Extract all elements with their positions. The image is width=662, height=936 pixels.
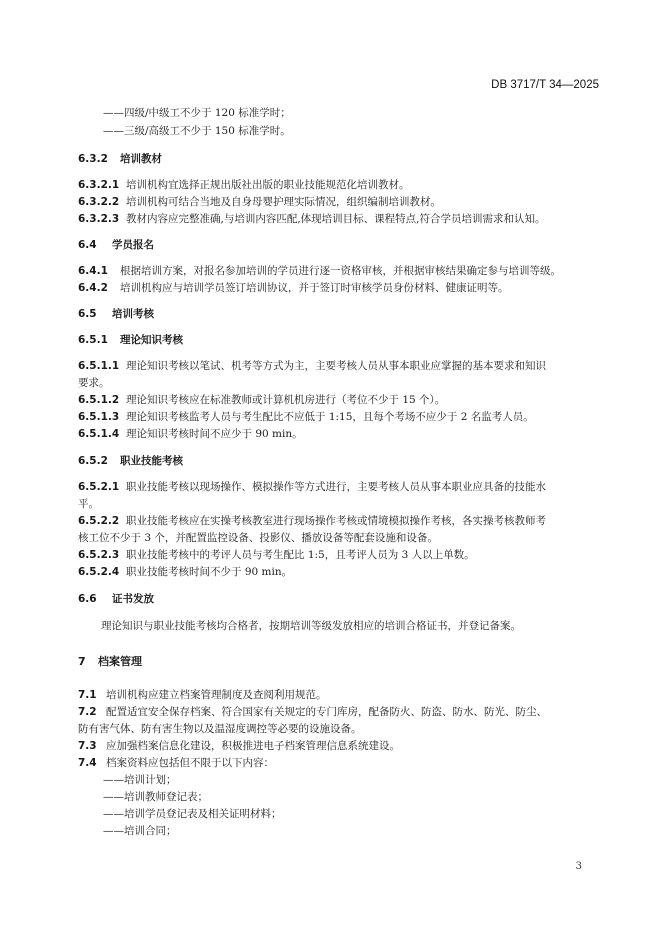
clause-continuation: 要求。 bbox=[78, 377, 110, 389]
clause-text: 培训机构可结合当地及自身母婴护理实际情况，组织编制培训教材。 bbox=[126, 196, 441, 208]
clause-number: 7.1 bbox=[78, 689, 97, 701]
section-number: 6.5.1 bbox=[78, 334, 108, 346]
clause-text: 职业技能考核以现场操作、模拟操作等方式进行，主要考核人员从事本职业应具备的技能水 bbox=[126, 481, 546, 493]
document-code: DB 3717/T 34—2025 bbox=[491, 79, 599, 91]
clause-number: 6.3.2.2 bbox=[78, 196, 120, 208]
clause-6-5-1-4 bbox=[78, 427, 602, 442]
clause-text: 应加强档案信息化建设，积极推进电子档案管理信息系统建设。 bbox=[106, 740, 400, 752]
clause-text: 教材内容应完整准确,与培训内容匹配,体现培训目标、课程特点,符合学员培训需求和认知。 bbox=[126, 213, 546, 225]
list-item: ——培训合同； bbox=[103, 825, 177, 837]
clause-6-5-2-2 bbox=[78, 514, 602, 529]
clause-number: 7.4 bbox=[78, 757, 97, 769]
clause-text: 理论知识考核以笔试、机考等方式为主，主要考核人员从事本职业应掌握的基本要求和知识 bbox=[126, 360, 546, 372]
clause-number: 6.3.2.1 bbox=[78, 179, 120, 191]
clause-number: 6.3.2.3 bbox=[78, 213, 120, 225]
clause-text: 理论知识考核应在标准教师或计算机机房进行（考位不少于 15 个）。 bbox=[126, 394, 446, 406]
clause-continuation: 核工位不少于 3 个，并配置监控设备、投影仪、播放设备等配套设施和设备。 bbox=[78, 532, 438, 544]
clause-number: 7.2 bbox=[78, 706, 97, 718]
clause-text: 理论知识考核监考人员与考生配比不应低于 1:15，且每个考场不应少于 2 名监考人员。 bbox=[126, 411, 534, 423]
clause-text: 配置适宜安全保存档案、符合国家有关规定的专门库房，配备防火、防盗、防水、防光、防尘、 bbox=[106, 706, 547, 718]
clause-continuation: 平。 bbox=[78, 498, 99, 510]
clause-text: 根据培训方案，对报名参加培训的学员进行逐一资格审核，并根据审核结果确定参与培训等级。 bbox=[120, 265, 561, 277]
clause-number: 6.5.2.3 bbox=[78, 549, 120, 561]
section-number: 6.4 bbox=[78, 239, 97, 251]
chapter-title: 档案管理 bbox=[98, 655, 142, 668]
page-number: 3 bbox=[575, 861, 582, 872]
list-item: ——四级/中级工不少于 120 标准学时； bbox=[103, 107, 291, 119]
clause-number: 6.5.2.2 bbox=[78, 515, 120, 527]
clause-number: 6.5.1.2 bbox=[78, 394, 120, 406]
clause-text: 培训机构宜选择正规出版社出版的职业技能规范化培训教材。 bbox=[126, 179, 410, 191]
paragraph: 理论知识与职业技能考核均合格者，按期培训等级发放相应的培训合格证书，并登记备案。 bbox=[101, 620, 521, 632]
clause-number: 6.5.2.1 bbox=[78, 481, 120, 493]
clause-6-3-2-2 bbox=[78, 195, 602, 210]
section-title: 培训考核 bbox=[112, 308, 154, 320]
list-item: ——三级/高级工不少于 150 标准学时。 bbox=[103, 125, 291, 137]
clause-7-1 bbox=[78, 688, 602, 703]
clause-text: 职业技能考核应在实操考核教室进行现场操作考核或情境模拟操作考核，各实操考核教师考 bbox=[126, 515, 546, 527]
section-title: 培训教材 bbox=[120, 153, 162, 165]
chapter-number: 7 bbox=[78, 655, 86, 668]
section-number: 6.6 bbox=[78, 593, 97, 605]
section-number: 6.5.2 bbox=[78, 455, 108, 467]
clause-text: 理论知识考核时间不应少于 90 min。 bbox=[126, 428, 303, 440]
clause-number: 7.3 bbox=[78, 740, 97, 752]
clause-6-5-1-3 bbox=[78, 410, 602, 425]
clause-number: 6.5.1.1 bbox=[78, 360, 120, 372]
section-heading-6-3-2 bbox=[78, 152, 602, 167]
section-heading-6-6 bbox=[78, 592, 602, 607]
section-heading-6-5 bbox=[78, 307, 602, 322]
clause-7-4 bbox=[78, 756, 602, 771]
clause-text: 职业技能考核中的考评人员与考生配比 1:5，且考评人员为 3 人以上单数。 bbox=[126, 549, 475, 561]
list-item: ——培训计划； bbox=[103, 774, 177, 786]
clause-6-3-2-1 bbox=[78, 178, 602, 193]
section-title: 证书发放 bbox=[112, 593, 154, 605]
section-title: 职业技能考核 bbox=[120, 455, 183, 467]
clause-number: 6.5.1.4 bbox=[78, 428, 120, 440]
clause-6-3-2-3 bbox=[78, 212, 602, 227]
clause-number: 6.5.1.3 bbox=[78, 411, 120, 423]
section-heading-6-5-1 bbox=[78, 333, 602, 348]
section-heading-6-4 bbox=[78, 238, 602, 253]
clause-6-4-1 bbox=[78, 264, 602, 279]
clause-number: 6.4.2 bbox=[78, 282, 108, 294]
clause-7-3 bbox=[78, 739, 602, 754]
list-item: ——培训学员登记表及相关证明材料； bbox=[103, 808, 282, 820]
clause-text: 职业技能考核时间不少于 90 min。 bbox=[126, 566, 293, 578]
section-title: 学员报名 bbox=[112, 239, 154, 251]
chapter-heading-7 bbox=[78, 654, 602, 669]
clause-number: 6.4.1 bbox=[78, 265, 108, 277]
clause-6-5-1-2 bbox=[78, 393, 602, 408]
section-heading-6-5-2 bbox=[78, 454, 602, 469]
clause-text: 培训机构应与培训学员签订培训协议，并于签订时审核学员身份材料、健康证明等。 bbox=[120, 282, 509, 294]
clause-6-4-2 bbox=[78, 281, 602, 296]
clause-text: 培训机构应建立档案管理制度及查阅利用规范。 bbox=[106, 689, 327, 701]
clause-6-5-2-3 bbox=[78, 548, 602, 563]
section-title: 理论知识考核 bbox=[120, 334, 183, 346]
list-item: ——培训教师登记表； bbox=[103, 791, 208, 803]
section-number: 6.3.2 bbox=[78, 153, 108, 165]
clause-text: 档案资料应包括但不限于以下内容： bbox=[106, 757, 274, 769]
section-number: 6.5 bbox=[78, 308, 97, 320]
clause-6-5-2-4 bbox=[78, 565, 602, 580]
clause-number: 6.5.2.4 bbox=[78, 566, 120, 578]
clause-6-5-2-1 bbox=[78, 480, 602, 495]
clause-7-2 bbox=[78, 705, 602, 720]
clause-6-5-1-1 bbox=[78, 359, 602, 374]
clause-continuation: 防有害气体、防有害生物以及温湿度调控等必要的设施设备。 bbox=[78, 723, 362, 735]
